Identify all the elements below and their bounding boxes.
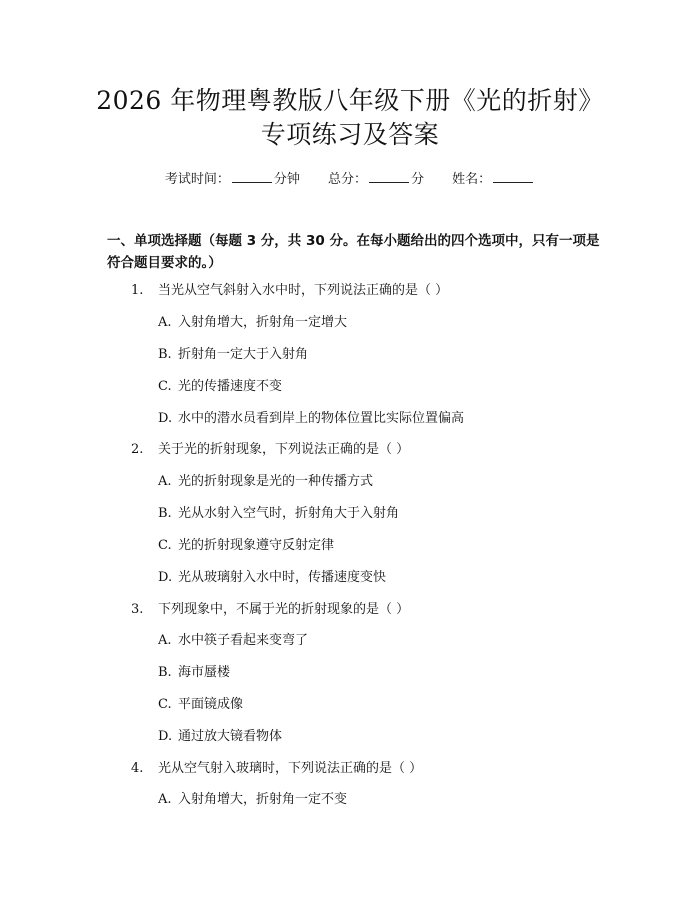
option-label: B. (158, 665, 172, 680)
question-text: 下列现象中，不属于光的折射现象的是（ ） (158, 602, 410, 617)
option-text: 光的传播速度不变 (178, 379, 283, 394)
total-score-unit: 分 (411, 172, 425, 187)
option-text: 折射角一定大于入射角 (178, 347, 309, 362)
option-label: D. (158, 729, 173, 744)
question-3-option-a (158, 632, 308, 650)
option-label: D. (158, 570, 173, 585)
student-name-blank (493, 170, 533, 183)
option-text: 光的折射现象遵守反射定律 (178, 538, 335, 553)
exam-info-line (0, 170, 700, 189)
total-score-blank (369, 170, 409, 183)
question-2-option-d (158, 569, 386, 587)
question-number: 1. (131, 283, 144, 298)
exam-time-label: 考试时间： (164, 172, 230, 187)
option-text: 入射角增大，折射角一定不变 (178, 792, 348, 807)
question-2-option-b (158, 505, 399, 523)
question-3-option-c (158, 696, 243, 714)
option-text: 平面镜成像 (178, 697, 244, 712)
exam-time-field (165, 172, 304, 187)
option-text: 水中筷子看起来变弯了 (178, 633, 309, 648)
option-text: 光从玻璃射入水中时，传播速度变快 (178, 570, 387, 585)
question-1 (131, 282, 448, 300)
document-title-line1: 2026 年物理粤教版八年级下册《光的折射》 (96, 86, 604, 115)
question-1-option-c (158, 378, 282, 396)
option-label: A. (158, 633, 172, 648)
question-2-option-a (158, 473, 373, 491)
question-number: 4. (131, 761, 144, 776)
section-heading: 一、单项选择题（每题 3 分，共 30 分。在每小题给出的四个选项中，只有一项是符合题目要求的。） (107, 233, 600, 271)
question-text: 关于光的折射现象，下列说法正确的是（ ） (158, 442, 410, 457)
question-2 (131, 441, 409, 459)
exam-time-blank (232, 170, 272, 183)
option-label: A. (158, 792, 172, 807)
option-label: B. (158, 506, 172, 521)
question-number: 2. (131, 442, 144, 457)
question-3 (131, 601, 409, 619)
student-name-field (452, 172, 535, 187)
option-text: 海市蜃楼 (178, 665, 231, 680)
question-3-option-b (158, 664, 230, 682)
option-label: A. (158, 474, 172, 489)
option-label: D. (158, 411, 173, 426)
question-text: 光从空气射入玻璃时，下列说法正确的是（ ） (158, 761, 423, 776)
question-text: 当光从空气斜射入水中时，下列说法正确的是（ ） (158, 283, 449, 298)
question-1-option-d (158, 410, 464, 428)
student-name-label: 姓名： (452, 172, 492, 187)
question-1-option-a (158, 314, 347, 332)
option-label: C. (158, 697, 172, 712)
total-score-field (328, 172, 428, 187)
option-label: B. (158, 347, 172, 362)
exam-time-unit: 分钟 (273, 172, 300, 187)
question-4-option-a (158, 791, 347, 809)
question-4 (131, 760, 422, 778)
question-number: 3. (131, 602, 144, 617)
option-label: C. (158, 538, 172, 553)
option-text: 水中的潜水员看到岸上的物体位置比实际位置偏高 (178, 411, 465, 426)
option-text: 入射角增大，折射角一定增大 (178, 315, 348, 330)
total-score-label: 总分： (327, 172, 367, 187)
option-label: A. (158, 315, 172, 330)
document-title-line2: 专项练习及答案 (260, 120, 440, 149)
question-2-option-c (158, 537, 334, 555)
question-1-option-b (158, 346, 308, 364)
option-text: 光的折射现象是光的一种传播方式 (178, 474, 374, 489)
question-3-option-d (158, 728, 282, 746)
option-text: 光从水射入空气时，折射角大于入射角 (178, 506, 400, 521)
option-label: C. (158, 379, 172, 394)
option-text: 通过放大镜看物体 (178, 729, 283, 744)
